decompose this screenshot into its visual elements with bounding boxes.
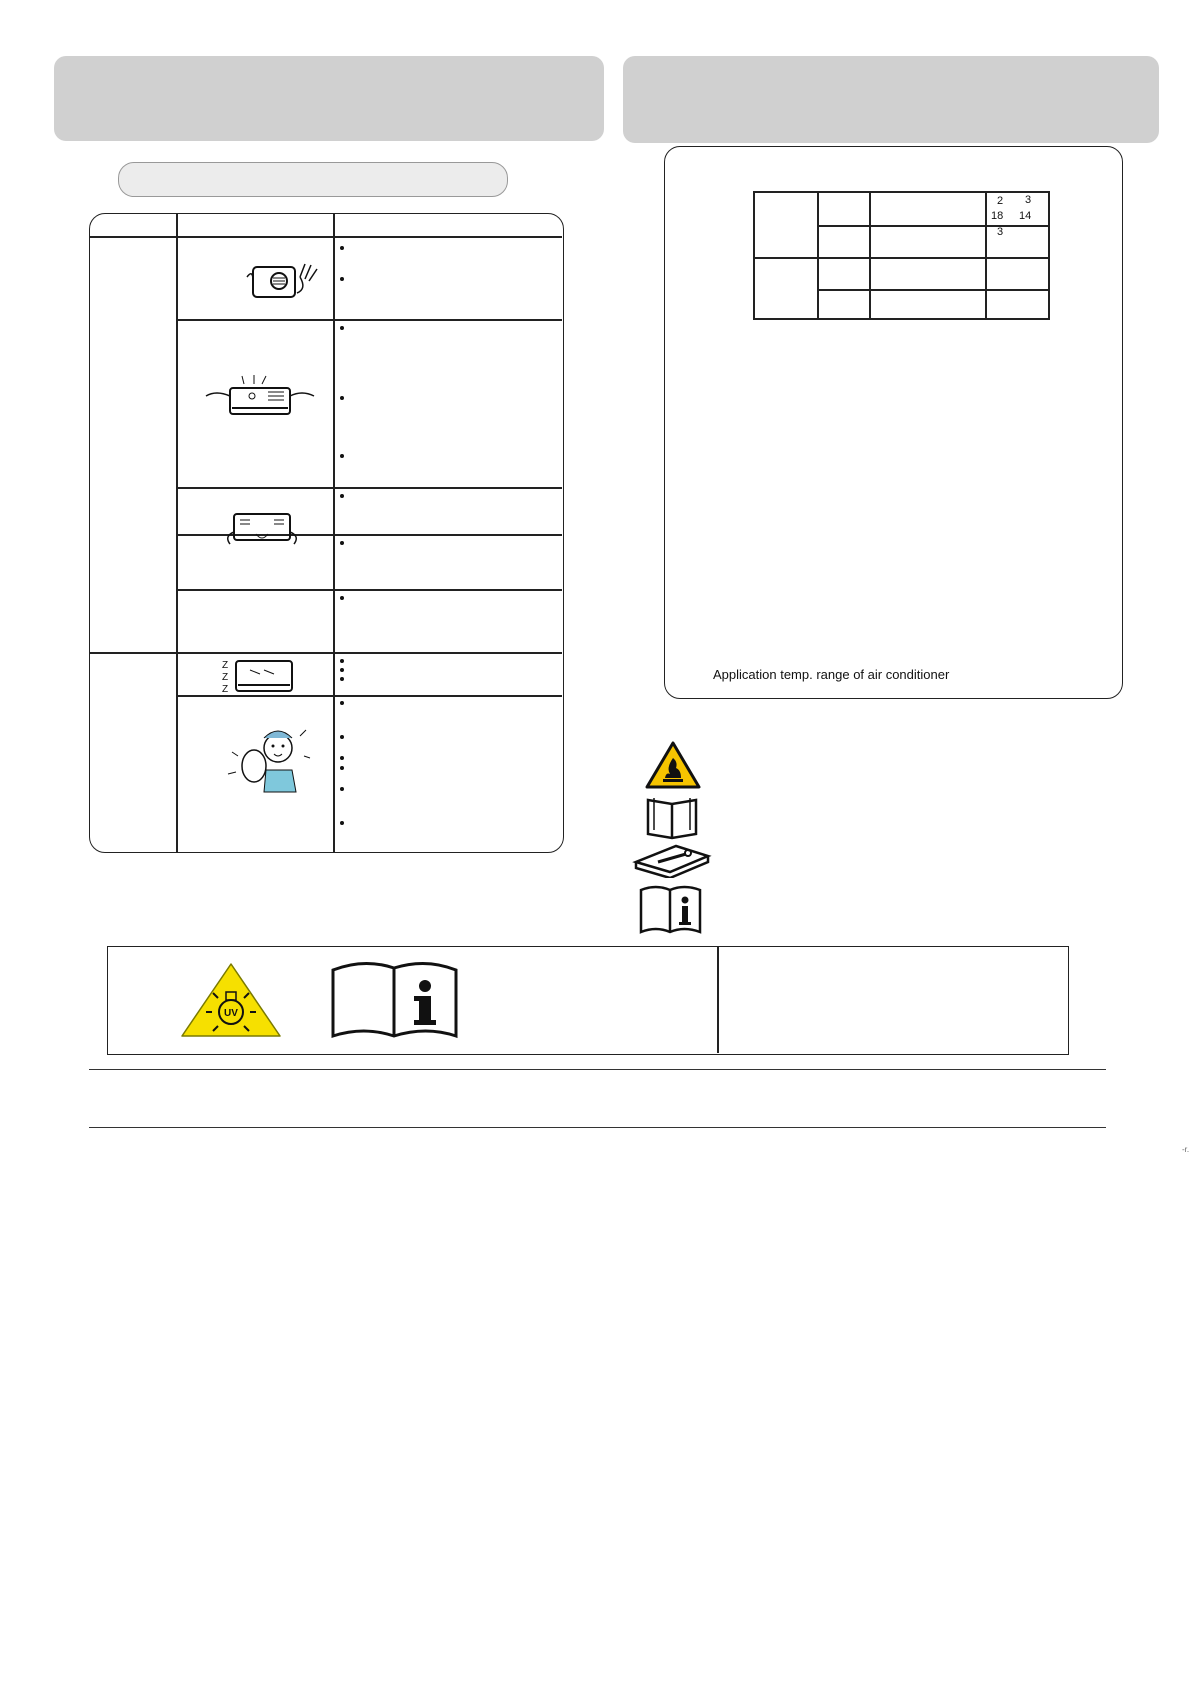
unit-covering-illustration bbox=[220, 504, 305, 549]
temp-value-r1-c2: 3 bbox=[1025, 194, 1032, 206]
section-title-pill bbox=[118, 162, 508, 197]
unit-stop-illustration bbox=[245, 259, 325, 304]
service-manual-icon bbox=[632, 842, 712, 878]
troubleshooting-table bbox=[89, 213, 564, 853]
temp-value-r2-c1: 18 bbox=[991, 210, 1004, 222]
divider-top bbox=[89, 1069, 1106, 1070]
temperature-table bbox=[753, 191, 1050, 320]
temp-value-r2-c2: 14 bbox=[1019, 210, 1032, 222]
temp-range-caption: Application temp. range of air conditioner bbox=[713, 667, 950, 682]
svg-text:Z: Z bbox=[222, 660, 229, 671]
temp-value-r1-c1: 2 bbox=[997, 195, 1004, 207]
info-manual-large-icon bbox=[330, 958, 460, 1040]
divider-bottom bbox=[89, 1127, 1106, 1128]
hot-person-illustration bbox=[220, 716, 315, 796]
left-header-bar bbox=[54, 56, 604, 141]
uv-warning-icon bbox=[178, 960, 284, 1040]
corner-mark: -r. bbox=[1182, 1145, 1190, 1154]
flammable-warning-icon bbox=[644, 740, 702, 790]
temp-value-r3: 3 bbox=[997, 226, 1004, 238]
info-manual-icon bbox=[638, 884, 704, 936]
svg-text:UV: UV bbox=[224, 1008, 238, 1019]
svg-text:Z: Z bbox=[222, 684, 229, 695]
svg-text:Z: Z bbox=[222, 672, 229, 683]
indoor-unit-illustration bbox=[202, 374, 317, 424]
right-header-bar bbox=[623, 56, 1159, 143]
read-manual-icon bbox=[644, 796, 700, 840]
sleeping-unit-illustration bbox=[220, 656, 300, 696]
